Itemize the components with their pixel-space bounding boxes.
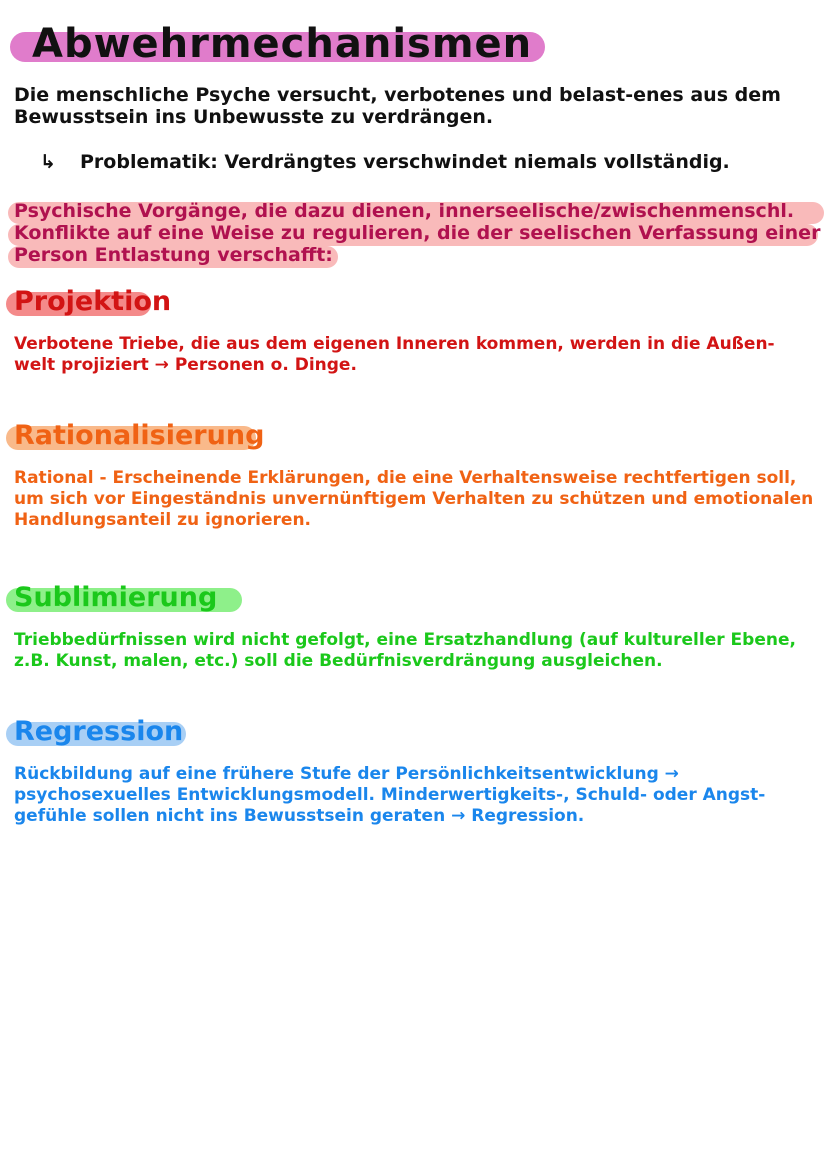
intro-text: Die menschliche Psyche versucht, verbotenes und belast-enes aus dem Bewusstsein ins Unbewusste zu verdrängen. xyxy=(14,84,781,128)
section-heading: Sublimierung xyxy=(14,582,218,613)
title-block xyxy=(10,18,532,70)
section-rationalisierung xyxy=(0,416,828,531)
definition-block xyxy=(8,200,828,266)
definition-text: Psychische Vorgänge, die dazu dienen, innerseelische/zwischenmenschl. Konflikte auf eine Weise zu regulieren, die der seelischen Verfassung einer Person Entlastung verschafft: xyxy=(14,200,821,266)
section-text: Verbotene Triebe, die aus dem eigenen Inneren kommen, werden in die Außen-welt projiziert → Personen o. Dinge. xyxy=(14,334,775,375)
curved-arrow-icon: ↳ xyxy=(40,151,56,173)
problem-note xyxy=(40,150,828,174)
section-heading: Regression xyxy=(14,716,184,747)
section-heading-block xyxy=(0,282,828,322)
section-heading-block xyxy=(0,712,828,752)
section-sublimierung xyxy=(0,578,828,672)
section-heading-block xyxy=(0,416,828,456)
page-title: Abwehrmechanismen xyxy=(32,21,533,67)
section-heading: Rationalisierung xyxy=(14,420,265,451)
section-projektion xyxy=(0,282,828,376)
section-text: Rational - Erscheinende Erklärungen, die eine Verhaltensweise rechtfertigen soll, um sich vor Eingeständnis unvernünftigem Verhalten zu schützen und emotionalen Handlungsanteil zu ignorieren. xyxy=(14,468,814,530)
section-regression xyxy=(0,712,828,827)
section-text: Rückbildung auf eine frühere Stufe der Persönlichkeitsentwicklung → psychosexuelles Entwicklungsmodell. Minderwertigkeits-, Schuld- oder Angst-gefühle sollen nicht ins Bewusstsein geraten → Regression. xyxy=(14,764,766,826)
section-heading: Projektion xyxy=(14,286,172,317)
section-heading-block xyxy=(0,578,828,618)
section-text: Triebbedürfnissen wird nicht gefolgt, eine Ersatzhandlung (auf kultureller Ebene, z.B. Kunst, malen, etc.) soll die Bedürfnisverdrängung ausgleichen. xyxy=(14,630,796,671)
problem-text: Problematik: Verdrängtes verschwindet niemals vollständig. xyxy=(80,151,730,173)
